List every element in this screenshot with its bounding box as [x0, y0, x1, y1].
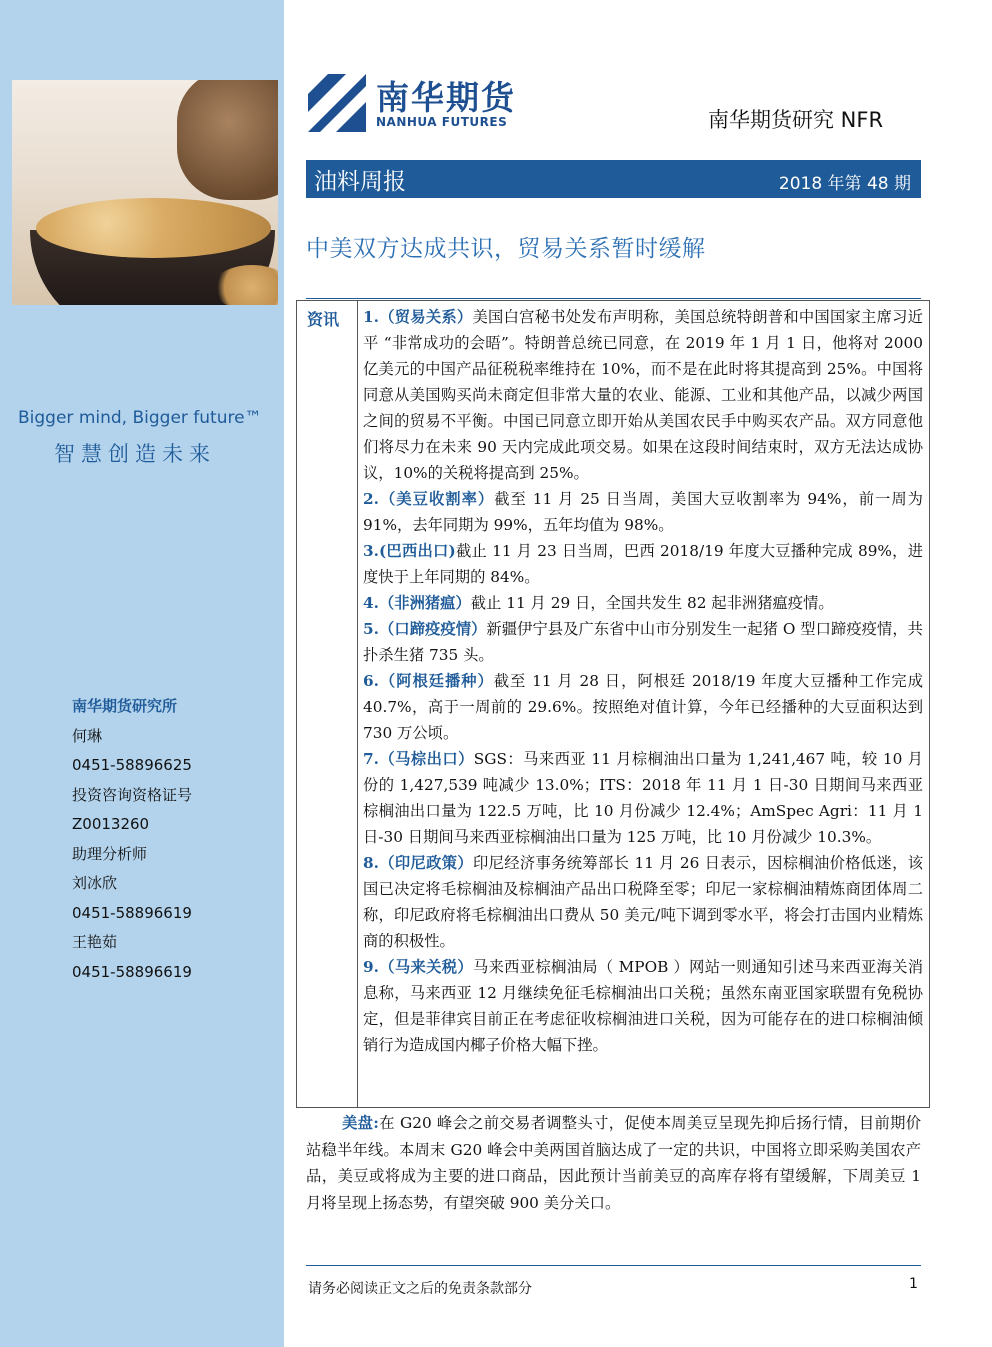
- news-item-text: 截至 11 月 25 日当周，美国大豆收割率为 94%，前一周为 91%，去年同期为 99%，五年均值为 98%。: [363, 490, 923, 534]
- news-item: [363, 486, 923, 538]
- summary-text: 在 G20 峰会之前交易者调整头寸，促使本周美豆呈现先抑后扬行情，目前期价站稳半年线。本周末 G20 峰会中美两国首脑达成了一定的共识，中国将立即采购美国农产品，美豆或将成为主要的进口商品，因此预计当前美豆的高库存将有望缓解，下周美豆 1 月将呈现上扬态势，有望突破 900 美分关口。: [306, 1114, 921, 1212]
- news-item-label: 1.（贸易关系）: [363, 308, 473, 326]
- news-tag: 资讯: [307, 310, 340, 329]
- disclaimer-text: 请务必阅读正文之后的免责条款部分: [308, 1281, 532, 1297]
- logo-mark-icon: [306, 72, 370, 134]
- divider: [306, 298, 921, 299]
- soybean-bowl-image: [12, 80, 278, 305]
- news-item-text: SGS：马来西亚 11 月棕榈油出口量为 1,241,467 吨，较 10 月份的 1,427,539 吨减少 13.0%；ITS：2018 年 11 月 1 日-30 日期间马来西亚棕榈油出口量为 122.5 万吨，比 10 月份减少 12.4%；AmSpec Agri：11 月 1 日-30 日期间马来西亚棕榈油出口量为 125 万吨，比 10 月份减少 10.3%。: [363, 750, 923, 846]
- news-item-label: 7.（马棕出口）: [363, 750, 474, 768]
- contact-line: 王艳茹: [72, 933, 118, 951]
- logo-english: NANHUA FUTURES: [376, 115, 508, 129]
- news-item-text: 截至 11 月 28 日，阿根廷 2018/19 年度大豆播种工作完成 40.7%，高于一周前的 29.6%。按照绝对值计算，今年已经播种的大豆面积达到 730 万公顷。: [363, 672, 923, 742]
- news-item-label: 6.（阿根廷播种）: [363, 672, 494, 690]
- page-number: 1: [909, 1276, 918, 1292]
- institute-name: 南华期货研究所: [72, 697, 178, 715]
- contact-line: 何琳: [72, 726, 103, 745]
- contact-line: 投资咨询资格证号: [72, 785, 193, 804]
- news-item-label: 3.(巴西出口): [363, 542, 456, 560]
- news-items: [363, 304, 923, 1058]
- report-type: 油料周报: [314, 169, 406, 195]
- news-item: [363, 538, 923, 590]
- news-item-label: 8.（印尼政策）: [363, 854, 474, 872]
- analyst-contacts: [72, 692, 192, 987]
- slogan-chinese: 智慧创造未来: [54, 442, 216, 466]
- news-item-label: 2.（美豆收割率）: [363, 490, 495, 508]
- news-box: [296, 300, 930, 1108]
- summary-label: 美盘:: [342, 1114, 379, 1132]
- contact-line: 助理分析师: [72, 844, 148, 863]
- news-item: [363, 850, 923, 954]
- news-item: [363, 616, 923, 668]
- issue-number: 2018 年第 48 期: [778, 174, 911, 194]
- news-item-text: 美国白宫秘书处发布声明称，美国总统特朗普和中国国家主席习近平 “非常成功的会晤”。特朗普总统已同意，在 2019 年 1 月 1 日，他将对 2000 亿美元的中国产品征税税率维持在 10%，而不是在此时将其提高到 25%。中国将同意从美国购买尚未商定但非常大量的农业、能源、工业和其他产品，以减少两国之间的贸易不平衡。中国已同意立即开始从美国农民手中购买农产品。双方同意他们将尽力在未来 90 天内完成此项交易。如果在这段时间结束时，双方无法达成协议，10%的关税将提高到 25%。: [363, 308, 923, 482]
- slogan-english: Bigger mind, Bigger future™: [18, 408, 262, 428]
- news-item: [363, 668, 923, 746]
- contact-line: 刘冰欣: [72, 874, 118, 892]
- news-item-text: 新疆伊宁县及广东省中山市分别发生一起猪 O 型口蹄疫疫情，共扑杀生猪 735 头。: [363, 620, 923, 664]
- news-item: [363, 746, 923, 850]
- footer-divider: [306, 1265, 921, 1266]
- logo-chinese: 南华期货: [376, 78, 516, 117]
- news-item-text: 印尼经济事务统筹部长 11 月 26 日表示，因棕榈油价格低迷，该国已决定将毛棕榈油及棕榈油产品出口税降至零；印尼一家棕榈油精炼商团体周二称，印尼政府将毛棕榈油出口费从 50 美元/吨下调到零水平，将会打击国内业精炼商的积极性。: [363, 854, 923, 950]
- company-logo: [306, 72, 536, 134]
- contact-line: 0451-58896625: [72, 756, 192, 774]
- market-summary: [306, 1110, 921, 1216]
- news-item: [363, 304, 923, 486]
- soybeans-shape: [36, 198, 271, 258]
- contact-line: Z0013260: [72, 815, 150, 833]
- news-item: [363, 590, 923, 616]
- box-divider: [357, 301, 358, 1107]
- sack-shape: [177, 80, 278, 200]
- contact-line: 0451-58896619: [72, 962, 192, 981]
- contact-line: 0451-58896619: [72, 903, 192, 922]
- news-item-label: 9.（马来关税）: [363, 958, 473, 976]
- brand-right: 南华期货研究 NFR: [708, 108, 884, 132]
- headline: 中美双方达成共识，贸易关系暂时缓解: [306, 236, 706, 262]
- sidebar: [0, 0, 284, 1347]
- news-item-text: 截止 11 月 29 日，全国共发生 82 起非洲猪瘟疫情。: [470, 594, 834, 612]
- news-item-label: 4.（非洲猪瘟）: [363, 594, 471, 612]
- news-item: [363, 954, 923, 1058]
- news-item-text: 截止 11 月 23 日当周，巴西 2018/19 年度大豆播种完成 89%，进度快于上年同期的 84%。: [363, 542, 923, 586]
- news-item-text: 马来西亚棕榈油局（ MPOB ）网站一则通知引述马来西亚海关消息称，马来西亚 12 月继续免征毛棕榈油出口关税；虽然东南亚国家联盟有免税协定，但是菲律宾目前正在考虑征收棕榈油进口关税，因为可能存在的进口棕榈油倾销行为造成国内椰子价格大幅下挫。: [363, 958, 923, 1054]
- report-band: [306, 160, 921, 198]
- news-item-label: 5.（口蹄疫疫情）: [363, 620, 487, 638]
